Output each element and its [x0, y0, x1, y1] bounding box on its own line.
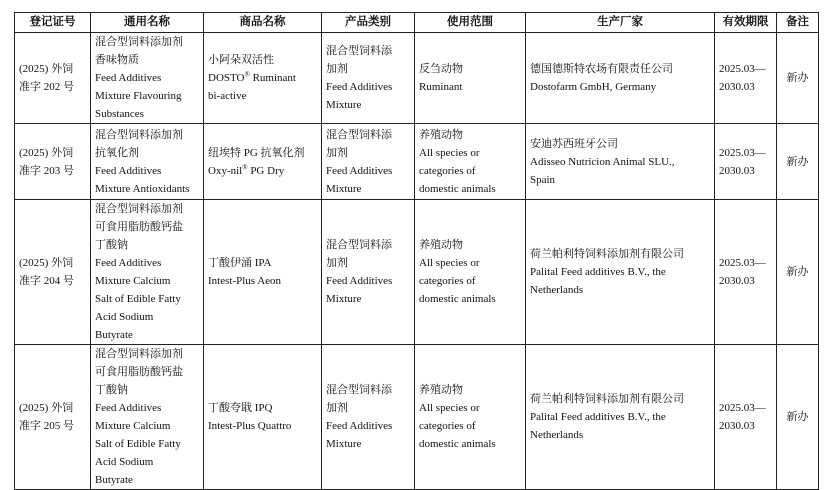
- validity-cell: 2025.03— 2030.03: [715, 33, 777, 124]
- category-cell: 混合型饲料添 加剂 Feed Additives Mixture: [322, 200, 415, 345]
- remark-cell: 新办: [777, 124, 819, 200]
- table-row: [15, 124, 819, 200]
- validity-cell: 2025.03— 2030.03: [715, 124, 777, 200]
- scope-cell: 养殖动物 All species or categories of domestic animals: [415, 124, 526, 200]
- generic-name-cell: 混合型饲料添加剂 可食用脂肪酸钙盐 丁酸钠 Feed Additives Mixture Calcium Salt of Edible Fatty Acid Sodium Butyrate: [91, 200, 204, 345]
- header-row: [15, 13, 819, 33]
- registration-no-cell: (2025) 外饲 准字 203 号: [15, 124, 91, 200]
- category-cell: 混合型饲料添 加剂 Feed Additives Mixture: [322, 33, 415, 124]
- header-validity: 有效期限: [715, 13, 777, 33]
- scope-cell: 养殖动物 All species or categories of domestic animals: [415, 200, 526, 345]
- trade-name-cell: 小阿朵双活性 DOSTO® Ruminant bi-active: [204, 33, 322, 124]
- generic-name-cell: 混合型饲料添加剂 抗氧化剂 Feed Additives Mixture Antioxidants: [91, 124, 204, 200]
- category-cell: 混合型饲料添 加剂 Feed Additives Mixture: [322, 345, 415, 490]
- manufacturer-cell: 德国德斯特农场有限责任公司 Dostofarm GmbH, Germany: [526, 33, 715, 124]
- manufacturer-cell: 安迪苏西班牙公司 Adisseo Nutricion Animal SLU., Spain: [526, 124, 715, 200]
- registration-table: [14, 12, 819, 490]
- registration-no-cell: (2025) 外饲 准字 205 号: [15, 345, 91, 490]
- header-product-category: 产品类别: [322, 13, 415, 33]
- manufacturer-cell: 荷兰帕利特饲料添加剂有限公司 Palital Feed additives B.V., the Netherlands: [526, 200, 715, 345]
- header-registration-no: 登记证号: [15, 13, 91, 33]
- category-cell: 混合型饲料添 加剂 Feed Additives Mixture: [322, 124, 415, 200]
- remark-cell: 新办: [777, 33, 819, 124]
- header-remark: 备注: [777, 13, 819, 33]
- header-manufacturer: 生产厂家: [526, 13, 715, 33]
- header-generic-name: 通用名称: [91, 13, 204, 33]
- validity-cell: 2025.03— 2030.03: [715, 345, 777, 490]
- table-row: [15, 200, 819, 345]
- registration-no-cell: (2025) 外饲 准字 202 号: [15, 33, 91, 124]
- trade-name-cell: 丁酸夸戢 IPQ Intest-Plus Quattro: [204, 345, 322, 490]
- table-row: [15, 33, 819, 124]
- validity-cell: 2025.03— 2030.03: [715, 200, 777, 345]
- registered-mark: ®: [244, 70, 250, 79]
- trade-name-cell: 纽埃特 PG 抗氧化剂 Oxy-nil® PG Dry: [204, 124, 322, 200]
- generic-name-cell: 混合型饲料添加剂 可食用脂肪酸钙盐 丁酸钠 Feed Additives Mixture Calcium Salt of Edible Fatty Acid Sodium Butyrate: [91, 345, 204, 490]
- scope-cell: 反刍动物 Ruminant: [415, 33, 526, 124]
- trade-name-cell: 丁酸伊涌 IPA Intest-Plus Aeon: [204, 200, 322, 345]
- table-row: [15, 345, 819, 490]
- registered-mark: ®: [242, 162, 248, 171]
- header-usage-scope: 使用范围: [415, 13, 526, 33]
- generic-name-cell: 混合型饲料添加剂 香味物质 Feed Additives Mixture Flavouring Substances: [91, 33, 204, 124]
- registration-table-wrapper: [14, 12, 819, 490]
- remark-cell: 新办: [777, 200, 819, 345]
- header-trade-name: 商品名称: [204, 13, 322, 33]
- remark-cell: 新办: [777, 345, 819, 490]
- registration-no-cell: (2025) 外饲 准字 204 号: [15, 200, 91, 345]
- manufacturer-cell: 荷兰帕利特饲料添加剂有限公司 Palital Feed additives B.V., the Netherlands: [526, 345, 715, 490]
- scope-cell: 养殖动物 All species or categories of domestic animals: [415, 345, 526, 490]
